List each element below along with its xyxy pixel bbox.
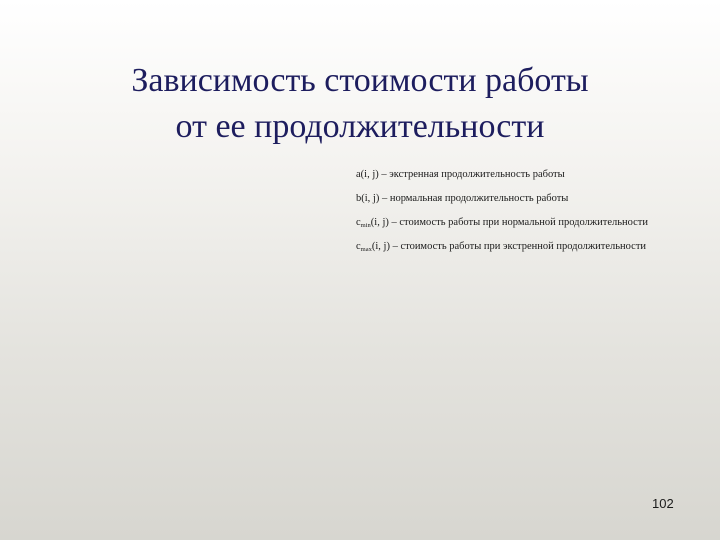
definition-symbol: c [356,217,361,228]
definition-symbol: b [356,193,362,204]
definition-text: (i, j) – стоимость работы при нормальной продолжительности [370,217,649,228]
definition-item [356,163,711,187]
definition-text: (i, j) – нормальная продолжительность работы [361,193,569,204]
definition-item [356,235,711,259]
definition-subscript: min [360,222,371,229]
slide-title-line-2: от ее продолжительности [175,108,545,145]
definition-symbol: c [356,241,361,252]
definition-item [356,187,711,211]
definition-text: (i, j) – стоимость работы при экстренной продолжительности [371,241,647,252]
slide-title-line-1: Зависимость стоимости работы [131,62,589,99]
definition-subscript: max [360,246,372,253]
slide-title [0,58,720,150]
definition-text: (i, j) – экстренная продолжительность работы [360,169,565,180]
page-number: 102 [652,496,674,511]
definitions-list [356,163,711,259]
definition-symbol: a [356,169,361,180]
definition-item [356,211,711,235]
